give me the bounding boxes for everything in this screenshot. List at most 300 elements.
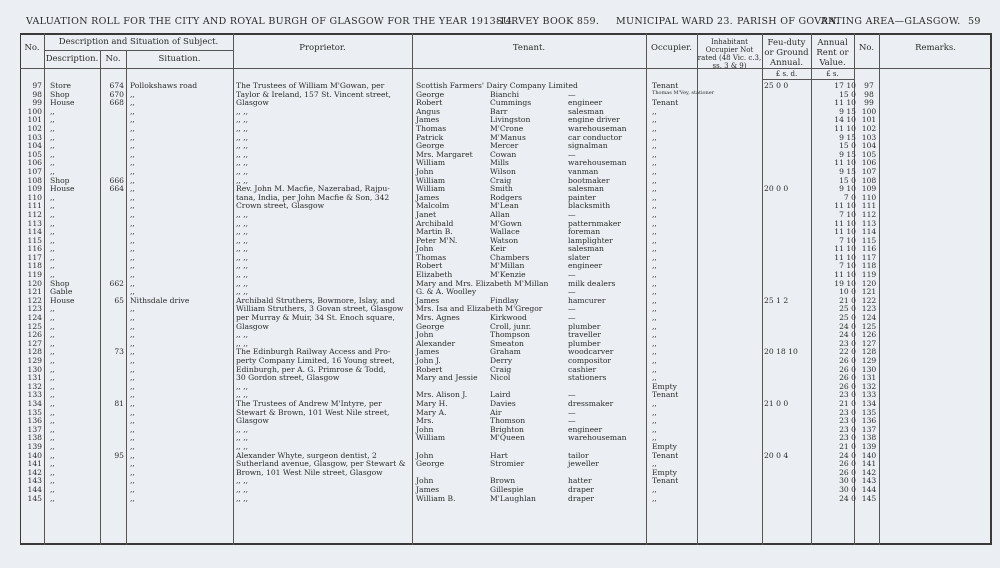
- street-number: 668: [109, 98, 124, 108]
- situation: ,,: [130, 484, 135, 494]
- annual-rent: 9 15: [839, 149, 856, 159]
- occupier: ,,: [652, 141, 657, 151]
- description: ,,: [50, 227, 55, 237]
- occupier: ,,: [652, 424, 657, 434]
- description: ,,: [50, 141, 55, 151]
- tenant-first-name: James: [416, 484, 440, 494]
- occupier: ,,: [652, 398, 657, 408]
- annual-rent: 11 10: [834, 158, 856, 168]
- col-description: Description.: [45, 54, 99, 64]
- survey-book: SURVEY BOOK 859.: [496, 16, 600, 27]
- occupier: ,,: [652, 166, 657, 176]
- situation: ,,: [130, 321, 135, 331]
- situation: ,,: [130, 381, 135, 391]
- situation: ,,: [130, 132, 135, 142]
- entry-no-2: 104: [861, 141, 877, 151]
- occupier: ,,: [652, 493, 657, 503]
- entry-no: 121: [27, 287, 42, 297]
- entry-no: 119: [27, 270, 42, 280]
- situation: ,,: [130, 450, 135, 460]
- entry-no-2: 118: [861, 261, 877, 271]
- proprietor: perty Company Limited, 16 Young street,: [236, 356, 395, 365]
- entry-no-2: 124: [861, 313, 877, 323]
- rent-units: £ s.: [826, 70, 839, 78]
- description: ,,: [50, 209, 55, 219]
- occupier: Tenant: [652, 81, 679, 90]
- situation: ,,: [130, 98, 135, 108]
- proprietor: ,, ,,: [236, 244, 249, 254]
- tenant-occupation: draper: [568, 484, 595, 494]
- entry-no-2: 103: [861, 132, 877, 142]
- feu-duty: 21 0 0: [764, 398, 789, 408]
- tenant-first-name: William: [416, 184, 446, 194]
- tenant-occupation: —: [568, 407, 576, 417]
- tenant-surname: Mercer: [490, 141, 519, 151]
- col-rent: Annual Rent or Value.: [816, 38, 849, 68]
- tenant-first-name: James: [416, 115, 440, 125]
- situation: ,,: [130, 278, 135, 288]
- tenant-first-name: Mary and Jessie: [416, 373, 478, 383]
- annual-rent: 23 0: [839, 390, 856, 400]
- tenant-first-name: John: [416, 450, 434, 460]
- annual-rent: 24 0: [839, 321, 856, 331]
- annual-rent: 17 10: [834, 81, 856, 90]
- occupier: ,,: [652, 158, 657, 168]
- tenant-surname: M'Queen: [490, 433, 525, 443]
- proprietor: Glasgow: [236, 98, 269, 108]
- situation: ,,: [130, 416, 135, 426]
- entry-no-2: 108: [861, 175, 877, 185]
- tenant-occupation: blacksmith: [568, 201, 611, 211]
- annual-rent: 19 10: [834, 278, 856, 288]
- col-tenant: Tenant.: [512, 43, 546, 53]
- situation: ,,: [130, 123, 135, 133]
- entry-no-2: 98: [864, 89, 874, 99]
- situation: ,,: [130, 218, 135, 228]
- tenant-occupation: vanman: [568, 166, 599, 176]
- street-number: 664: [109, 184, 124, 194]
- tenant-surname: Thompson: [490, 330, 530, 340]
- tenant-first-name: James: [416, 347, 440, 357]
- situation: ,,: [130, 347, 135, 357]
- occupier: ,,: [652, 373, 657, 383]
- entry-no: 110: [27, 192, 42, 202]
- occupier: ,,: [652, 356, 657, 365]
- annual-rent: 21 0: [839, 398, 856, 408]
- tenant-occupation: —: [568, 416, 576, 426]
- feu-duty: 20 0 0: [764, 184, 789, 194]
- entry-no-2: 123: [861, 304, 877, 314]
- tenant-first-name: George: [416, 89, 445, 99]
- occupier: ,,: [652, 244, 657, 254]
- situation: ,,: [130, 398, 135, 408]
- description: ,,: [50, 459, 55, 469]
- annual-rent: 24 0: [839, 450, 856, 460]
- occupier: ,,: [652, 347, 657, 357]
- situation: ,,: [130, 115, 135, 125]
- entry-no: 130: [27, 364, 42, 374]
- tenant-surname: Air: [490, 407, 502, 417]
- entry-no: 109: [27, 184, 42, 194]
- occupier: ,,: [652, 218, 657, 228]
- tenant-occupation: engine driver: [568, 115, 620, 125]
- col-inhabitant: Inhabitant Occupier Not rated (48 Vic. c.3, ss. 3 & 9): [697, 38, 762, 70]
- occupier: ,,: [652, 201, 657, 211]
- proprietor: Sutherland avenue, Glasgow, per Stewart &: [236, 459, 406, 469]
- situation: ,,: [130, 313, 135, 323]
- tenant-first-name: Martin B.: [416, 227, 453, 237]
- tenant-occupation: patternmaker: [568, 218, 621, 228]
- description: Shop: [50, 278, 70, 288]
- rating-area: RATING AREA—GLASGOW.: [821, 16, 961, 27]
- annual-rent: 21 0: [839, 441, 856, 451]
- rule: [20, 68, 992, 69]
- description: ,,: [50, 166, 55, 176]
- annual-rent: 7 0: [843, 192, 856, 202]
- tenant-occupation: —: [568, 287, 576, 297]
- tenant-surname: Nicol: [490, 373, 511, 383]
- occupier: ,,: [652, 338, 657, 348]
- situation: ,,: [130, 201, 135, 211]
- occupier: ,,: [652, 304, 657, 314]
- tenant-occupation: —: [568, 313, 576, 323]
- description: ,,: [50, 115, 55, 125]
- annual-rent: 25 0: [839, 313, 856, 323]
- occupier: ,,: [652, 115, 657, 125]
- roll-title: VALUATION ROLL FOR THE CITY AND ROYAL BURGH OF GLASGOW FOR THE YEAR 1913-14.: [26, 16, 516, 27]
- situation: ,,: [130, 149, 135, 159]
- entry-no-2: 119: [861, 270, 877, 280]
- entry-no: 128: [27, 347, 42, 357]
- street-number: 65: [114, 295, 124, 305]
- proprietor: 30 Gordon street, Glasgow: [236, 373, 340, 383]
- tenant-surname: Wallace: [490, 227, 520, 237]
- tenant-surname: Brighton: [490, 424, 524, 434]
- situation: ,,: [130, 338, 135, 348]
- tenant-occupation: compositor: [568, 356, 612, 365]
- proprietor: tana, India, per John Macfie & Son, 342: [236, 192, 390, 202]
- situation: ,,: [130, 158, 135, 168]
- tenant-first-name: Mary and Mrs. Elizabeth M'Millan: [416, 278, 549, 288]
- situation: ,,: [130, 373, 135, 383]
- entry-no: 105: [27, 149, 42, 159]
- situation: ,,: [130, 467, 135, 477]
- annual-rent: 23 0: [839, 338, 856, 348]
- proprietor: ,, ,,: [236, 123, 249, 133]
- entry-no: 135: [27, 407, 42, 417]
- tenant-occupation: —: [568, 270, 576, 280]
- tenant-surname: M'Gown: [490, 218, 522, 228]
- situation: Nithsdale drive: [130, 295, 190, 305]
- street-number: 666: [109, 175, 124, 185]
- tenant-occupation: plumber: [568, 338, 601, 348]
- annual-rent: 23 0: [839, 433, 856, 443]
- entry-no: 116: [27, 244, 42, 254]
- proprietor: Alexander Whyte, surgeon dentist, 2: [236, 450, 377, 460]
- tenant-occupation: salesman: [568, 244, 604, 254]
- entry-no: 108: [27, 175, 42, 185]
- tenant-first-name: Janet: [416, 209, 437, 219]
- occupier: ,,: [652, 321, 657, 331]
- annual-rent: 10 0: [839, 287, 856, 297]
- entry-no-2: 126: [861, 330, 877, 340]
- entry-no-2: 132: [861, 381, 877, 391]
- tenant-surname: Smeaton: [490, 338, 524, 348]
- description: ,,: [50, 450, 55, 460]
- entry-no-2: 110: [861, 192, 877, 202]
- entry-no: 107: [27, 166, 42, 176]
- tenant-occupation: engineer: [568, 424, 603, 434]
- occupier: Thomas M'Vey, stationer: [652, 89, 715, 96]
- situation: Pollokshaws road: [130, 81, 198, 90]
- annual-rent: 26 0: [839, 373, 856, 383]
- tenant-surname: M'Laughlan: [490, 493, 536, 503]
- situation: ,,: [130, 304, 135, 314]
- occupier: Tenant: [652, 450, 679, 460]
- occupier: ,,: [652, 106, 657, 116]
- tenant-first-name: Thomas: [416, 123, 447, 133]
- description: ,,: [50, 338, 55, 348]
- tenant-first-name: Peter M'N.: [416, 235, 458, 245]
- situation: ,,: [130, 424, 135, 434]
- proprietor: ,, ,,: [236, 158, 249, 168]
- tenant-occupation: warehouseman: [568, 123, 627, 133]
- occupier: ,,: [652, 123, 657, 133]
- tenant-first-name: Mrs. Isa and Elizabeth M'Gregor: [416, 304, 543, 314]
- entry-no: 129: [27, 356, 42, 365]
- entry-no-2: 141: [861, 459, 877, 469]
- annual-rent: 7 10: [839, 209, 856, 219]
- tenant-first-name: Robert: [416, 98, 443, 108]
- entry-no: 103: [27, 132, 42, 142]
- entry-no: 98: [32, 89, 42, 99]
- entry-no-2: 127: [861, 338, 877, 348]
- street-number: 81: [114, 398, 124, 408]
- annual-rent: 11 10: [834, 227, 856, 237]
- tenant-surname: Stromier: [490, 459, 525, 469]
- tenant-surname: Croll, junr.: [490, 321, 532, 331]
- tenant-occupation: painter: [568, 192, 596, 202]
- situation: ,,: [130, 227, 135, 237]
- situation: ,,: [130, 493, 135, 503]
- rule: [762, 79, 854, 80]
- entry-no-2: 101: [861, 115, 877, 125]
- tenant-first-name: Mrs. Agnes: [416, 313, 460, 323]
- tenant-occupation: —: [568, 89, 576, 99]
- entry-no-2: 125: [861, 321, 877, 331]
- tenant-occupation: engineer: [568, 261, 603, 271]
- proprietor: ,, ,,: [236, 424, 249, 434]
- entry-no: 131: [27, 373, 42, 383]
- tenant-surname: M'Kenzie: [490, 270, 526, 280]
- entry-no: 133: [27, 390, 42, 400]
- proprietor: Brown, 101 West Nile street, Glasgow: [236, 467, 383, 477]
- entry-no: 127: [27, 338, 42, 348]
- entry-no-2: 129: [861, 356, 877, 365]
- entry-no-2: 136: [861, 416, 877, 426]
- occupier: ,,: [652, 278, 657, 288]
- occupier: ,,: [652, 227, 657, 237]
- tenant-occupation: signalman: [568, 141, 608, 151]
- entry-no: 124: [27, 313, 42, 323]
- annual-rent: 26 0: [839, 467, 856, 477]
- occupier: ,,: [652, 149, 657, 159]
- tenant-first-name: George: [416, 141, 445, 151]
- tenant-first-name: John: [416, 330, 434, 340]
- proprietor: ,, ,,: [236, 441, 249, 451]
- proprietor: ,, ,,: [236, 149, 249, 159]
- feu-duty: 20 0 4: [764, 450, 789, 460]
- occupier: ,,: [652, 270, 657, 280]
- entry-no: 120: [27, 278, 42, 288]
- tenant-first-name: Archibald: [416, 218, 454, 228]
- description: ,,: [50, 313, 55, 323]
- annual-rent: 15 0: [839, 141, 856, 151]
- entry-no-2: 105: [861, 149, 877, 159]
- description: ,,: [50, 321, 55, 331]
- proprietor: ,, ,,: [236, 433, 249, 443]
- proprietor: ,, ,,: [236, 132, 249, 142]
- occupier: ,,: [652, 184, 657, 194]
- situation: ,,: [130, 441, 135, 451]
- description: ,,: [50, 218, 55, 228]
- proprietor: ,, ,,: [236, 476, 249, 486]
- proprietor: Edinburgh, per A. G. Primrose & Todd,: [236, 364, 386, 374]
- description: ,,: [50, 373, 55, 383]
- occupier: ,,: [652, 295, 657, 305]
- tenant-surname: Graham: [490, 347, 521, 357]
- annual-rent: 9 15: [839, 166, 856, 176]
- annual-rent: 26 0: [839, 364, 856, 374]
- tenant-occupation: —: [568, 304, 576, 314]
- tenant-first-name: G. & A. Woolley: [416, 287, 477, 297]
- annual-rent: 11 10: [834, 98, 856, 108]
- description: ,,: [50, 158, 55, 168]
- occupier: Tenant: [652, 476, 679, 486]
- proprietor: ,, ,,: [236, 115, 249, 125]
- entry-no: 111: [27, 201, 42, 211]
- entry-no: 106: [27, 158, 42, 168]
- occupier: ,,: [652, 132, 657, 142]
- entry-no: 101: [27, 115, 42, 125]
- situation: ,,: [130, 407, 135, 417]
- description: ,,: [50, 270, 55, 280]
- entry-no: 144: [27, 484, 42, 494]
- tenant-first-name: John J.: [416, 356, 441, 365]
- annual-rent: 9 10: [839, 184, 856, 194]
- tenant-first-name: James: [416, 295, 440, 305]
- tenant-occupation: traveller: [568, 330, 601, 340]
- proprietor: ,, ,,: [236, 484, 249, 494]
- description: ,,: [50, 304, 55, 314]
- tenant-first-name: Mrs. Margaret: [416, 149, 473, 159]
- description: ,,: [50, 356, 55, 365]
- tenant-occupation: salesman: [568, 184, 604, 194]
- tenant-occupation: warehouseman: [568, 158, 627, 168]
- situation: ,,: [130, 244, 135, 254]
- entry-no-2: 116: [861, 244, 877, 254]
- annual-rent: 9 15: [839, 106, 856, 116]
- entry-no-2: 137: [861, 424, 877, 434]
- entry-no: 122: [27, 295, 42, 305]
- tenant-surname: Craig: [490, 175, 512, 185]
- col-no: No.: [24, 43, 40, 53]
- tenant-first-name: George: [416, 321, 445, 331]
- entry-no-2: 106: [861, 158, 877, 168]
- col-remarks: Remarks.: [915, 43, 956, 53]
- entry-no: 104: [27, 141, 42, 151]
- page-number: 59: [968, 16, 981, 27]
- tenant-surname: Rodgers: [490, 192, 523, 202]
- annual-rent: 14 10: [834, 115, 856, 125]
- description: Store: [50, 81, 71, 90]
- tenant-first-name: Mrs. Alison J.: [416, 390, 468, 400]
- tenant-first-name: Robert: [416, 364, 443, 374]
- street-number: 662: [109, 278, 124, 288]
- description: ,,: [50, 493, 55, 503]
- situation: ,,: [130, 235, 135, 245]
- entry-no: 136: [27, 416, 42, 426]
- tenant-occupation: bootmaker: [568, 175, 610, 185]
- entry-no-2: 120: [861, 278, 877, 288]
- entry-no: 140: [27, 450, 42, 460]
- tenant-surname: Findlay: [490, 295, 519, 305]
- tenant-occupation: stationers: [568, 373, 607, 383]
- tenant-surname: M'Manus: [490, 132, 526, 142]
- entry-no: 142: [27, 467, 42, 477]
- entry-no: 114: [27, 227, 42, 237]
- entry-no: 112: [27, 209, 42, 219]
- entry-no-2: 145: [861, 493, 877, 503]
- proprietor: ,, ,,: [236, 287, 249, 297]
- situation: ,,: [130, 287, 135, 297]
- tenant-occupation: hatter: [568, 476, 592, 486]
- feu-duty: 25 0 0: [764, 81, 789, 90]
- tenant-surname: Chambers: [490, 252, 530, 262]
- entry-no: 145: [27, 493, 42, 503]
- proprietor: ,, ,,: [236, 175, 249, 185]
- description: ,,: [50, 441, 55, 451]
- entry-no: 125: [27, 321, 42, 331]
- tenant-surname: M'Crone: [490, 123, 524, 133]
- tenant-surname: Wilson: [490, 166, 516, 176]
- occupier: Tenant: [652, 390, 679, 400]
- col-desc-group: Description and Situation of Subject.: [58, 37, 219, 47]
- description: Shop: [50, 175, 70, 185]
- col-feuduty: Feu-duty or Ground Annual.: [764, 38, 809, 68]
- annual-rent: 22 0: [839, 347, 856, 357]
- proprietor: ,, ,,: [236, 381, 249, 391]
- tenant-surname: Davies: [490, 398, 516, 408]
- tenant-occupation: draper: [568, 493, 595, 503]
- tenant-first-name: Malcolm: [416, 201, 450, 211]
- occupier: Tenant: [652, 98, 679, 108]
- occupier: ,,: [652, 330, 657, 340]
- tenant-first-name: Angus: [416, 106, 441, 116]
- description: ,,: [50, 467, 55, 477]
- entry-no: 115: [27, 235, 42, 245]
- description: ,,: [50, 381, 55, 391]
- annual-rent: 23 0: [839, 416, 856, 426]
- occupier: ,,: [652, 407, 657, 417]
- street-number: 95: [114, 450, 124, 460]
- page-header: [26, 16, 981, 32]
- annual-rent: 15 0: [839, 89, 856, 99]
- entry-no: 137: [27, 424, 42, 434]
- annual-rent: 23 0: [839, 424, 856, 434]
- tenant-first-name: John: [416, 166, 434, 176]
- entry-no: 102: [27, 123, 42, 133]
